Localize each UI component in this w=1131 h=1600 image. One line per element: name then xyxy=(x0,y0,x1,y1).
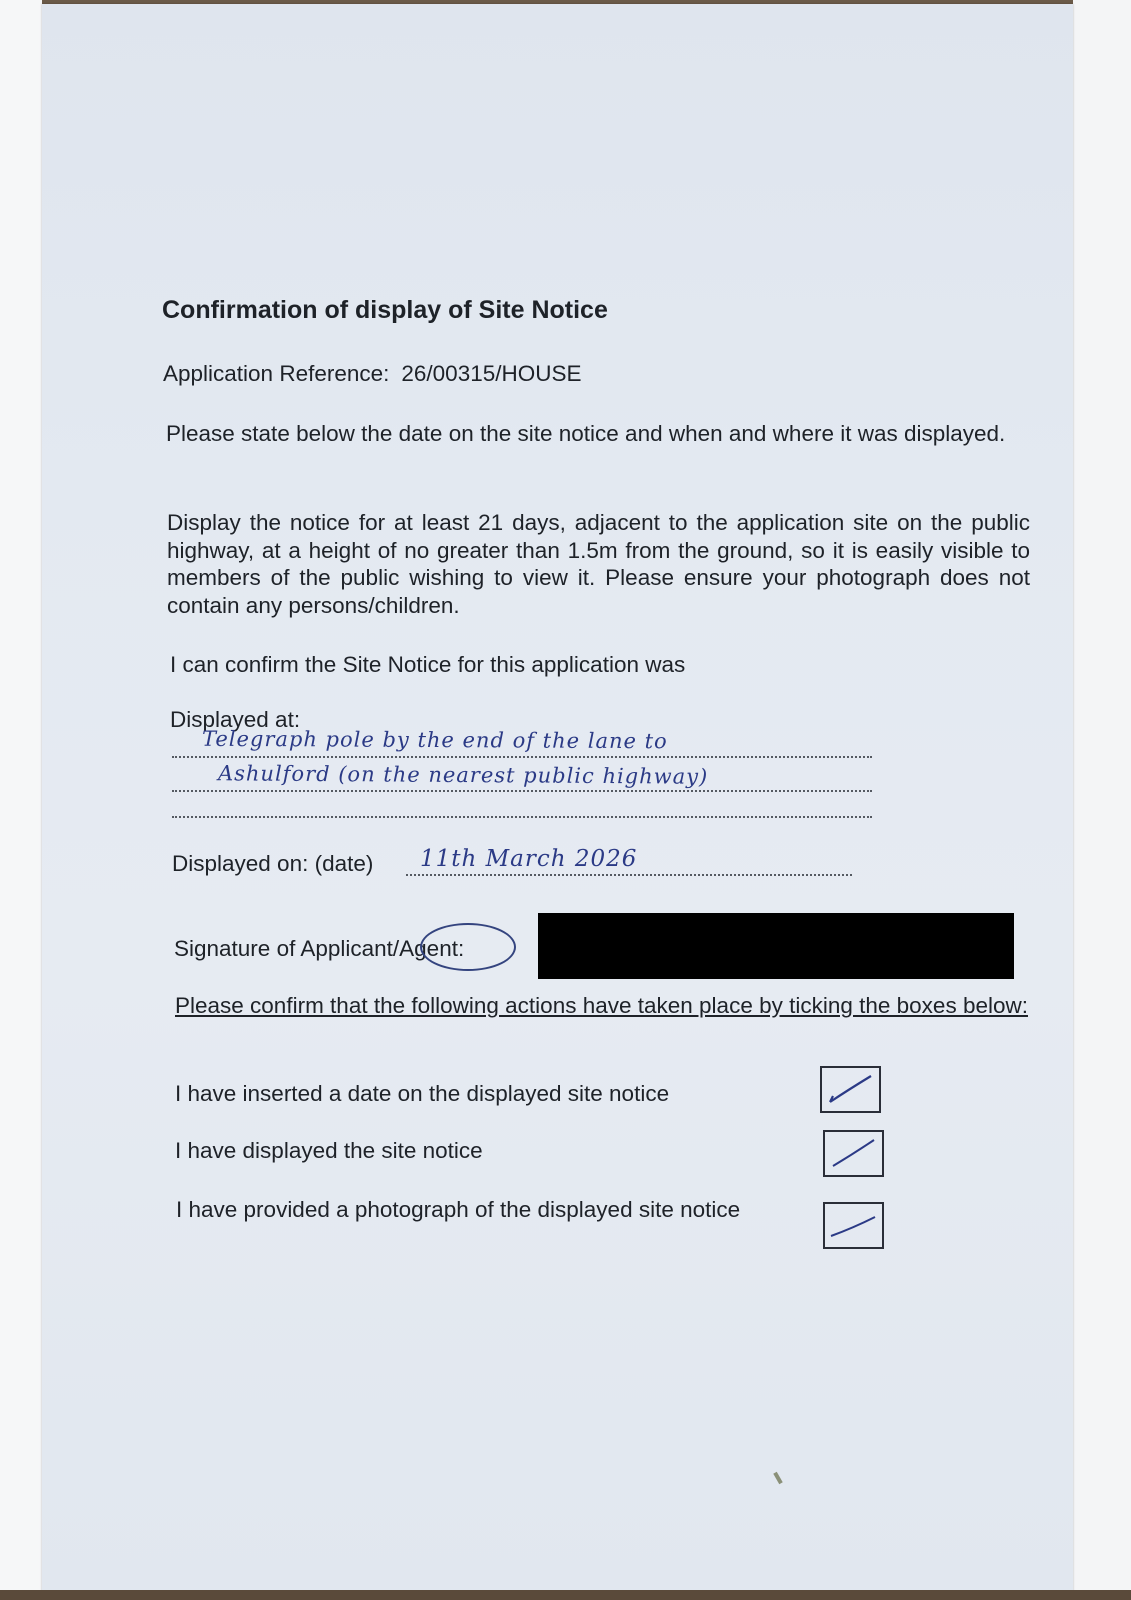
checkbox-photograph-provided[interactable] xyxy=(823,1202,884,1249)
displayed-on-label: Displayed on: (date) xyxy=(172,851,374,876)
confirm-statement: I can confirm the Site Notice for this application was xyxy=(170,652,686,677)
tick-mark-icon xyxy=(822,1068,879,1111)
checklist-item-photograph: I have provided a photograph of the displayed site notice xyxy=(176,1197,741,1222)
redacted-signature xyxy=(538,913,1014,979)
displayed-at-line-2 xyxy=(172,790,872,792)
tick-mark-icon xyxy=(825,1132,882,1175)
checklist-heading: Please confirm that the following actions have taken place by ticking the boxes below: xyxy=(175,993,1028,1018)
displayed-at-line-3 xyxy=(172,816,872,818)
checkbox-date-inserted[interactable] xyxy=(820,1066,881,1113)
page-title: Confirmation of display of Site Notice xyxy=(162,296,608,324)
handwritten-location-line-2: Ashulford (on the nearest public highway) xyxy=(217,761,709,789)
application-reference xyxy=(163,360,582,388)
displayed-at-line-1 xyxy=(172,756,872,758)
background-left xyxy=(0,0,42,1600)
tick-mark-icon xyxy=(825,1204,882,1247)
reference-value: 26/00315/HOUSE xyxy=(401,361,582,386)
checkbox-notice-displayed[interactable] xyxy=(823,1130,884,1177)
agent-circle-mark xyxy=(420,923,516,971)
reference-label: Application Reference: xyxy=(163,361,390,386)
paper-sheet xyxy=(42,4,1073,1594)
instruction-paragraph-1: Please state below the date on the site notice and when and where it was displayed. xyxy=(166,421,1006,446)
checklist-item-date: I have inserted a date on the displayed site notice xyxy=(175,1081,670,1106)
displayed-on-line xyxy=(406,874,852,876)
handwritten-date: 11th March 2026 xyxy=(420,846,638,872)
handwritten-location-line-1: Telegraph pole by the end of the lane to xyxy=(201,726,668,754)
instruction-paragraph-2: Display the notice for at least 21 days, adjacent to the application site on the public highway, at a height of no greater than 1.5m from the ground, so it is easily visible to members of the public wishing to view it. Please ensure your photograph does not contain any persons/children. xyxy=(167,510,1030,618)
displayed-at-label: Displayed at: xyxy=(170,707,301,732)
background-right xyxy=(1073,0,1131,1600)
checklist-item-displayed: I have displayed the site notice xyxy=(175,1138,483,1163)
signature-label: Signature of Applicant/Agent: xyxy=(174,936,465,961)
background-bottom xyxy=(0,1590,1131,1600)
